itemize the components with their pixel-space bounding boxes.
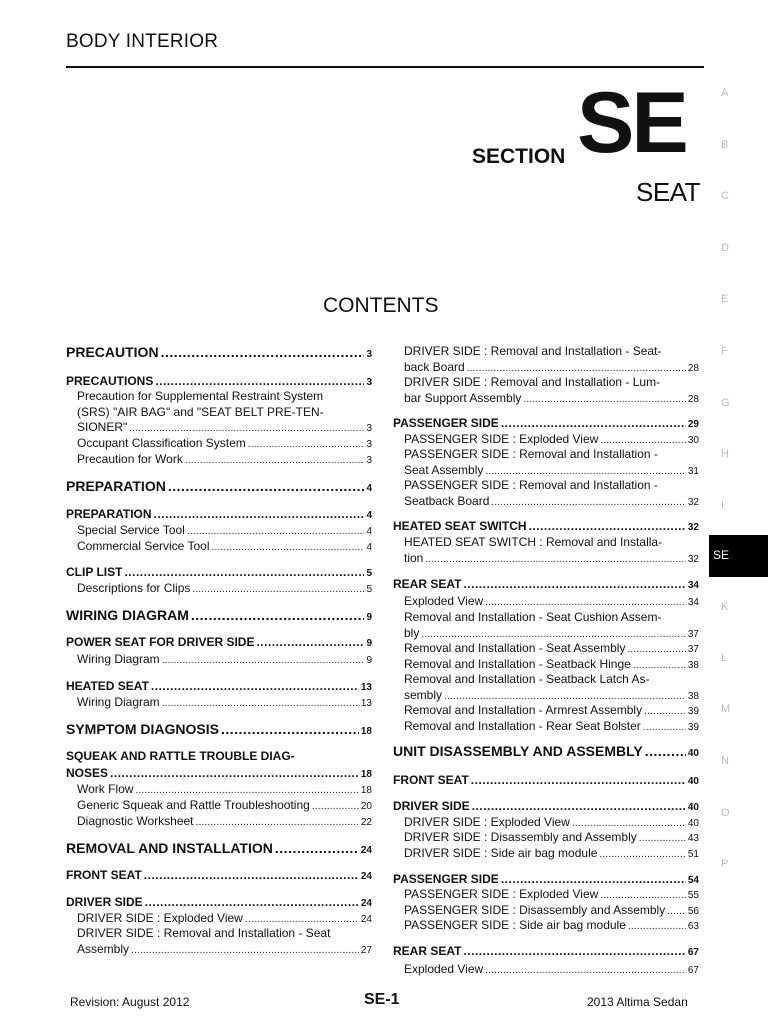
side-index-letter[interactable]: E [721, 293, 729, 305]
dot-leader [485, 962, 686, 976]
toc-heading[interactable] [393, 773, 699, 787]
toc-page-number: 3 [366, 349, 372, 360]
toc-entry-label: PASSENGER SIDE : Exploded View [404, 887, 599, 901]
toc-page-number: 40 [687, 802, 699, 813]
toc-page-number: 56 [687, 906, 699, 917]
toc-page-number: 5 [366, 568, 372, 579]
side-index-letter[interactable]: G [721, 397, 730, 409]
toc-entry[interactable] [66, 420, 372, 434]
toc-entry-continued: Removal and Installation - Seat Cushion Assem- [404, 610, 662, 624]
toc-entry[interactable] [393, 903, 699, 917]
toc-entry-label: DRIVER SIDE : Exploded View [404, 815, 570, 829]
toc-page-number: 34 [687, 597, 699, 608]
toc-entry-label: Removal and Installation - Seat Assembly [404, 641, 626, 655]
toc-entry-label: PASSENGER SIDE [393, 416, 499, 430]
side-index-letter[interactable]: I [721, 499, 725, 511]
dot-leader [110, 766, 359, 780]
toc-heading[interactable] [66, 565, 372, 579]
dot-leader [600, 432, 686, 446]
dot-leader [192, 581, 364, 595]
toc-page-number: 30 [687, 435, 699, 446]
dot-leader [627, 641, 685, 655]
toc-page-number: 4 [366, 526, 372, 537]
toc-heading[interactable] [66, 344, 372, 360]
toc-page-number: 18 [360, 726, 372, 737]
toc-entry-label: WIRING DIAGRAM [66, 607, 189, 623]
toc-heading[interactable] [66, 840, 372, 856]
toc-page-number: 28 [687, 363, 699, 374]
toc-entry-label: Descriptions for Clips [77, 581, 191, 595]
toc-entry-continued: DRIVER SIDE : Removal and Installation - Lum- [404, 375, 661, 389]
toc-page-number: 9 [366, 612, 372, 623]
header-rule [66, 66, 704, 68]
dot-leader [185, 452, 365, 466]
toc-entry-label: REAR SEAT [393, 577, 462, 591]
toc-heading[interactable] [393, 416, 699, 430]
toc-page-number: 54 [687, 875, 699, 886]
toc-page-number: 67 [687, 965, 699, 976]
dot-leader [124, 565, 364, 579]
side-index-letter[interactable]: C [721, 190, 729, 202]
dot-leader [599, 846, 685, 860]
footer-revision: Revision: August 2012 [70, 995, 190, 1009]
dot-leader [312, 798, 359, 812]
toc-entry[interactable] [393, 360, 699, 374]
toc-entry-label: DRIVER SIDE : Exploded View [77, 911, 243, 925]
toc-page-number: 39 [687, 706, 699, 717]
dot-leader [196, 814, 359, 828]
toc-entry-label: FRONT SEAT [393, 773, 469, 787]
toc-entry[interactable] [66, 452, 372, 466]
side-index-letter[interactable]: O [721, 807, 730, 819]
toc-entry-label: CLIP LIST [66, 565, 123, 579]
toc-entry[interactable] [66, 695, 372, 709]
toc-entry-label: DRIVER SIDE : Side air bag module [404, 846, 598, 860]
toc-entry[interactable] [393, 551, 699, 565]
toc-entry-label: Exploded View [404, 962, 484, 976]
toc-page-number: 40 [687, 748, 699, 759]
toc-heading[interactable] [393, 799, 699, 813]
toc-page-number: 38 [687, 691, 699, 702]
toc-entry-label: Occupant Classification System [77, 436, 246, 450]
toc-page-number: 13 [360, 682, 372, 693]
dot-leader [645, 743, 686, 759]
toc-heading[interactable] [393, 944, 699, 958]
toc-page-number: 55 [687, 890, 699, 901]
toc-page-number: 24 [360, 845, 372, 856]
dot-leader [529, 519, 686, 533]
toc-heading[interactable] [393, 519, 699, 533]
dot-leader [168, 478, 365, 494]
toc-page-number: 29 [687, 419, 699, 430]
toc-entry-label: PASSENGER SIDE [393, 872, 499, 886]
toc-heading[interactable] [66, 766, 372, 780]
dot-leader [421, 626, 686, 640]
toc-page-number: 34 [687, 580, 699, 591]
toc-entry-label: Removal and Installation - Rear Seat Bolster [404, 719, 641, 733]
toc-heading[interactable] [66, 721, 372, 737]
toc-entry-label: PREPARATION [66, 478, 166, 494]
dot-leader [444, 688, 686, 702]
toc-page-number: 24 [360, 898, 372, 909]
side-index-letter[interactable]: K [721, 601, 729, 613]
toc-heading[interactable] [66, 868, 372, 882]
side-index-letter[interactable]: F [721, 345, 728, 357]
dot-leader [501, 872, 686, 886]
dot-leader [191, 607, 365, 623]
dot-leader [154, 507, 365, 521]
toc-entry-label: PRECAUTION [66, 344, 159, 360]
toc-page-number: 38 [687, 660, 699, 671]
toc-entry-label: DRIVER SIDE [66, 895, 143, 909]
toc-page-number: 67 [687, 947, 699, 958]
side-index-letter[interactable]: M [721, 703, 731, 715]
dot-leader [425, 551, 686, 565]
toc-entry-label: POWER SEAT FOR DRIVER SIDE [66, 635, 255, 649]
dot-leader [501, 416, 686, 430]
toc-page-number: 4 [366, 510, 372, 521]
side-index-letter[interactable]: B [721, 139, 729, 151]
toc-heading-continued: SQUEAK AND RATTLE TROUBLE DIAG- [66, 749, 295, 763]
toc-entry-label: NOSES [66, 766, 109, 780]
toc-heading[interactable] [66, 374, 372, 388]
toc-entry[interactable] [393, 830, 699, 844]
toc-entry-label: Wiring Diagram [77, 652, 160, 666]
toc-entry[interactable] [66, 814, 372, 828]
toc-entry-label: PREPARATION [66, 507, 152, 521]
section-word: SECTION [472, 145, 566, 168]
dot-leader [161, 344, 365, 360]
toc-entry-label: HEATED SEAT [66, 679, 149, 693]
toc-entry-label: Seat Assembly [404, 463, 484, 477]
toc-entry-label: Removal and Installation - Seatback Hinge [404, 657, 631, 671]
dot-leader [643, 719, 686, 733]
dot-leader [155, 374, 364, 388]
toc-entry[interactable] [393, 703, 699, 717]
toc-page-number: 13 [360, 698, 372, 709]
toc-page-number: 4 [366, 483, 372, 494]
toc-page-number: 27 [360, 945, 372, 956]
dot-leader [212, 539, 365, 553]
toc-entry-label: back Board [404, 360, 465, 374]
toc-heading[interactable] [393, 743, 699, 759]
toc-entry-label: UNIT DISASSEMBLY AND ASSEMBLY [393, 743, 643, 759]
toc-page-number: 32 [687, 554, 699, 565]
dot-leader [145, 895, 359, 909]
toc-entry-label: REAR SEAT [393, 944, 462, 958]
toc-entry[interactable] [393, 962, 699, 976]
toc-entry-label: SIONER" [77, 420, 128, 434]
toc-entry-label: sembly [404, 688, 443, 702]
toc-entry-label: SYMPTOM DIAGNOSIS [66, 721, 219, 737]
dot-leader [187, 523, 365, 537]
toc-page-number: 32 [687, 522, 699, 533]
toc-entry[interactable] [66, 798, 372, 812]
toc-heading[interactable] [66, 607, 372, 623]
toc-page-number: 3 [366, 455, 372, 466]
toc-page-number: 37 [687, 629, 699, 640]
side-index-letter[interactable]: D [721, 242, 729, 254]
toc-page-number: 40 [687, 818, 699, 829]
toc-entry[interactable] [393, 657, 699, 671]
section-header-title: BODY INTERIOR [66, 31, 219, 52]
toc-page-number: 3 [366, 377, 372, 388]
toc-entry[interactable] [393, 887, 699, 901]
dot-leader [639, 830, 686, 844]
toc-entry-label: DRIVER SIDE : Disassembly and Assembly [404, 830, 637, 844]
toc-entry-continued: PASSENGER SIDE : Removal and Installation - [404, 447, 658, 461]
toc-entry-continued: PASSENGER SIDE : Removal and Installation - [404, 478, 658, 492]
dot-leader [131, 942, 359, 956]
toc-page-number: 31 [687, 466, 699, 477]
side-index-tab-active[interactable]: SE [709, 535, 768, 577]
dot-leader [221, 721, 359, 737]
toc-entry-label: FRONT SEAT [66, 868, 142, 882]
toc-page-number: 40 [687, 776, 699, 787]
section-code: SE [577, 75, 686, 171]
toc-entry[interactable] [393, 463, 699, 477]
toc-entry-label: Generic Squeak and Rattle Troubleshooting [77, 798, 310, 812]
toc-entry[interactable] [66, 942, 372, 956]
toc-entry-label: Exploded View [404, 594, 484, 608]
toc-entry-label: tion [404, 551, 424, 565]
toc-entry[interactable] [393, 815, 699, 829]
section-name: SEAT [636, 177, 700, 207]
toc-entry-label: Precaution for Work [77, 452, 183, 466]
toc-page-number: 3 [366, 423, 372, 434]
toc-entry[interactable] [393, 641, 699, 655]
toc-entry-continued: DRIVER SIDE : Removal and Installation - Seat- [404, 344, 662, 358]
toc-entry-continued: (SRS) "AIR BAG" and "SEAT BELT PRE-TEN- [77, 405, 324, 419]
toc-page-number: 9 [366, 638, 372, 649]
side-index-letter[interactable]: L [721, 652, 728, 664]
dot-leader [572, 815, 686, 829]
toc-entry[interactable] [393, 918, 699, 932]
dot-leader [162, 652, 365, 666]
side-index-letter[interactable]: N [721, 755, 729, 767]
dot-leader [275, 840, 359, 856]
toc-page-number: 39 [687, 722, 699, 733]
toc-heading[interactable] [66, 635, 372, 649]
toc-page-number: 18 [360, 785, 372, 796]
toc-entry[interactable] [393, 719, 699, 733]
dot-leader [151, 679, 359, 693]
toc-entry-label: Diagnostic Worksheet [77, 814, 194, 828]
dot-leader [162, 695, 359, 709]
toc-entry-label: Assembly [77, 942, 130, 956]
dot-leader [463, 944, 685, 958]
toc-page-number: 32 [687, 497, 699, 508]
toc-entry-continued: Precaution for Supplemental Restraint System [77, 389, 324, 403]
toc-entry-label: bly [404, 626, 420, 640]
toc-entry-label: Commercial Service Tool [77, 539, 210, 553]
toc-page-number: 63 [687, 921, 699, 932]
side-index-letter[interactable]: P [721, 858, 729, 870]
toc-entry[interactable] [66, 911, 372, 925]
dot-leader [135, 782, 358, 796]
dot-leader [129, 420, 364, 434]
dot-leader [633, 657, 686, 671]
dot-leader [467, 360, 686, 374]
toc-entry[interactable] [66, 523, 372, 537]
toc-entry-continued: DRIVER SIDE : Removal and Installation - Seat [77, 926, 331, 940]
toc-heading[interactable] [66, 478, 372, 494]
toc-page-number: 37 [687, 644, 699, 655]
toc-page-number: 20 [360, 801, 372, 812]
toc-entry[interactable] [393, 626, 699, 640]
toc-entry[interactable] [393, 494, 699, 508]
toc-entry[interactable] [393, 688, 699, 702]
toc-entry-label: DRIVER SIDE [393, 799, 470, 813]
toc-entry[interactable] [66, 652, 372, 666]
toc-entry-label: Special Service Tool [77, 523, 185, 537]
toc-entry-label: PASSENGER SIDE : Exploded View [404, 432, 599, 446]
toc-heading[interactable] [393, 872, 699, 886]
toc-entry[interactable] [393, 432, 699, 446]
dot-leader [600, 887, 686, 901]
toc-entry-label: Work Flow [77, 782, 134, 796]
side-index-letter[interactable]: H [721, 448, 729, 460]
dot-leader [523, 391, 685, 405]
toc-page-number: 9 [366, 655, 372, 666]
dot-leader [245, 911, 359, 925]
footer-model: 2013 Altima Sedan [587, 995, 688, 1009]
toc-entry[interactable] [66, 436, 372, 450]
toc-entry-label: HEATED SEAT SWITCH [393, 519, 527, 533]
toc-heading[interactable] [66, 507, 372, 521]
toc-page-number: 28 [687, 394, 699, 405]
dot-leader [256, 635, 364, 649]
toc-entry-label: PRECAUTIONS [66, 374, 154, 388]
toc-entry[interactable] [66, 539, 372, 553]
toc-page-number: 4 [366, 542, 372, 553]
dot-leader [144, 868, 359, 882]
toc-entry-continued: Removal and Installation - Seatback Latch As- [404, 672, 650, 686]
toc-entry-label: PASSENGER SIDE : Disassembly and Assembly [404, 903, 666, 917]
dot-leader [472, 799, 686, 813]
side-index-letter[interactable]: A [721, 87, 729, 99]
toc-entry[interactable] [66, 581, 372, 595]
dot-leader [248, 436, 365, 450]
dot-leader [485, 463, 686, 477]
toc-page-number: 22 [360, 817, 372, 828]
toc-heading[interactable] [66, 679, 372, 693]
dot-leader [644, 703, 686, 717]
toc-heading[interactable] [66, 895, 372, 909]
toc-page-number: 43 [687, 833, 699, 844]
dot-leader [471, 773, 686, 787]
dot-leader [667, 903, 686, 917]
toc-page-number: 24 [360, 914, 372, 925]
toc-entry[interactable] [393, 594, 699, 608]
toc-entry[interactable] [393, 391, 699, 405]
toc-entry-label: Wiring Diagram [77, 695, 160, 709]
toc-entry-label: Removal and Installation - Armrest Assembly [404, 703, 643, 717]
toc-page-number: 24 [360, 871, 372, 882]
toc-entry-label: PASSENGER SIDE : Side air bag module [404, 918, 626, 932]
dot-leader [491, 494, 685, 508]
toc-page-number: 3 [366, 439, 372, 450]
toc-entry[interactable] [393, 846, 699, 860]
toc-page-number: 51 [687, 849, 699, 860]
contents-title: CONTENTS [323, 294, 439, 317]
toc-entry-label: REMOVAL AND INSTALLATION [66, 840, 273, 856]
toc-heading[interactable] [393, 577, 699, 591]
dot-leader [463, 577, 685, 591]
dot-leader [628, 918, 686, 932]
toc-page-number: 18 [360, 769, 372, 780]
toc-entry-label: Seatback Board [404, 494, 490, 508]
toc-entry[interactable] [66, 782, 372, 796]
toc-entry-label: bar Support Assembly [404, 391, 522, 405]
footer-page-number: SE-1 [364, 991, 400, 1008]
toc-page-number: 5 [366, 584, 372, 595]
dot-leader [485, 594, 686, 608]
toc-entry-continued: HEATED SEAT SWITCH : Removal and Installa- [404, 535, 663, 549]
